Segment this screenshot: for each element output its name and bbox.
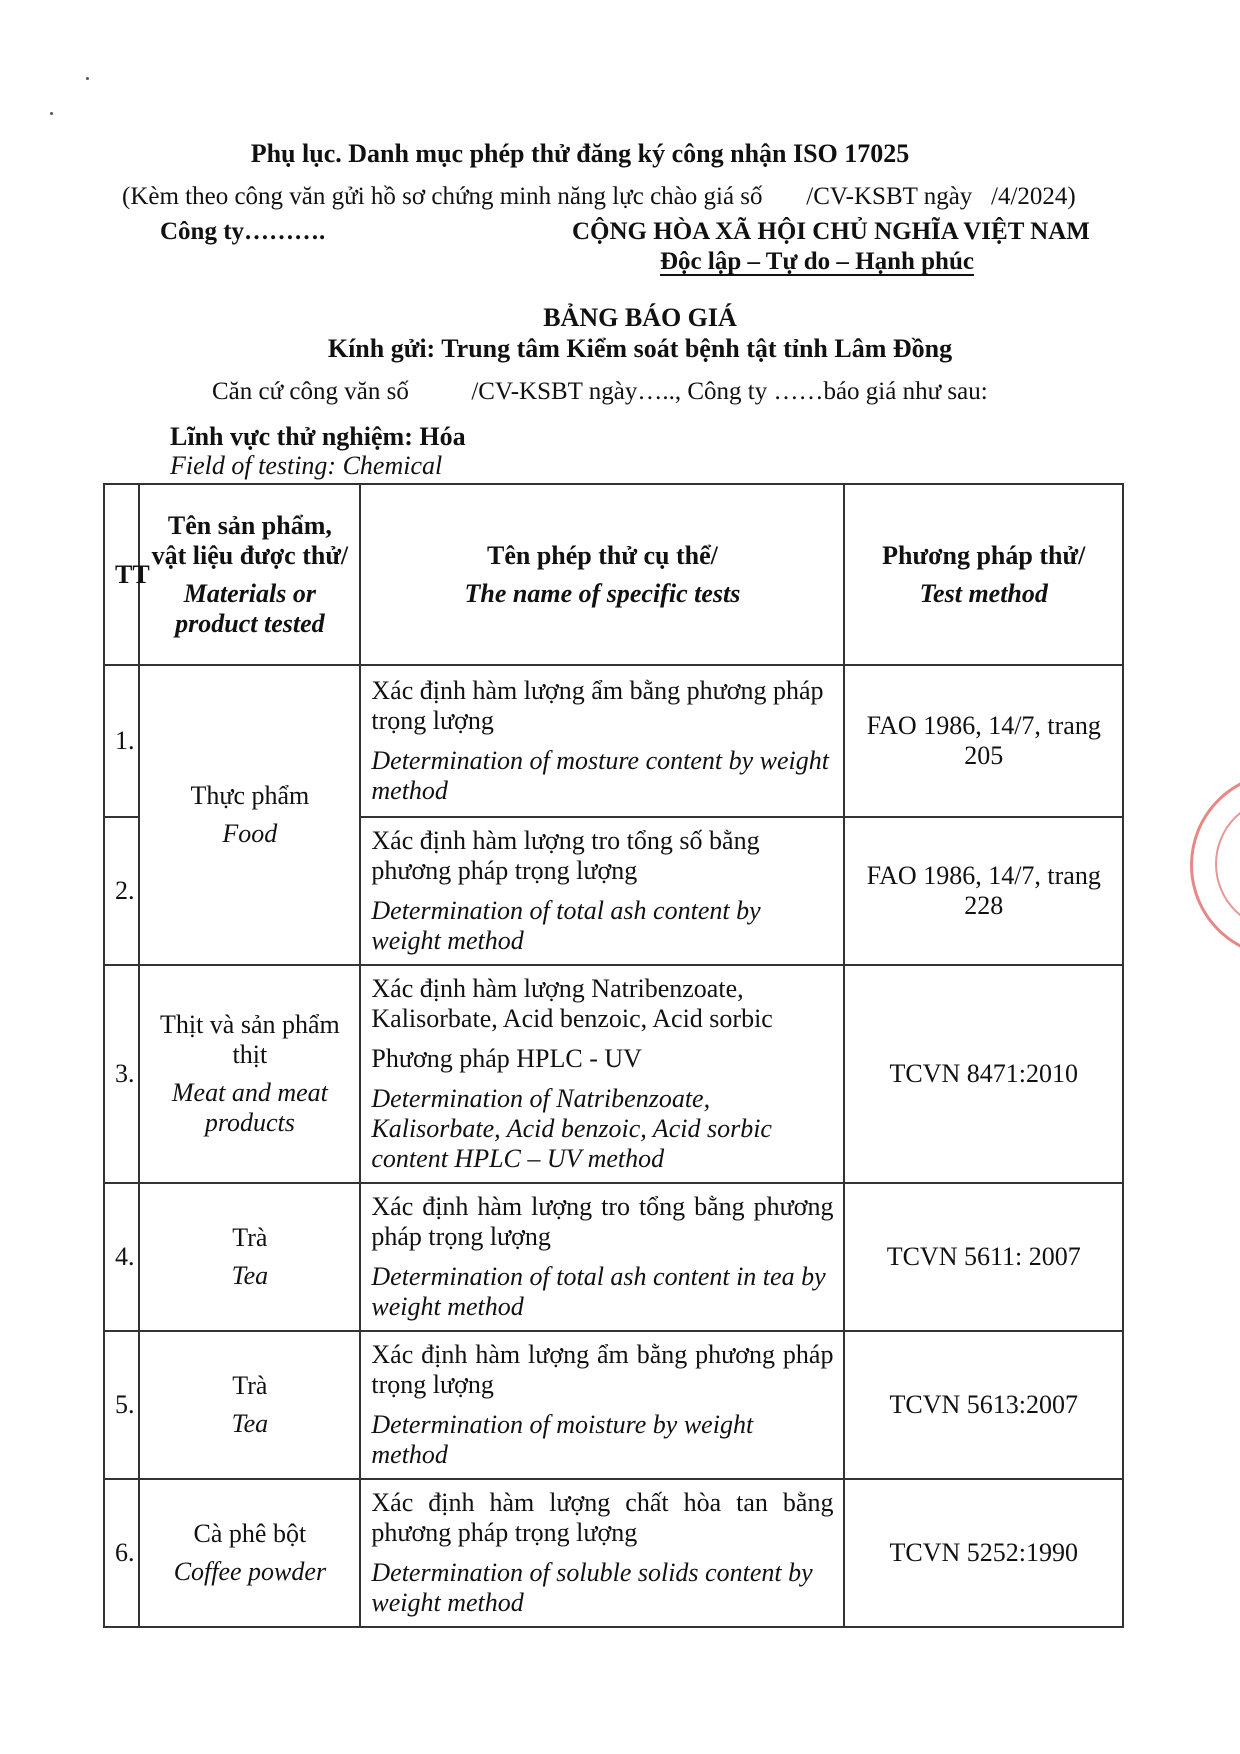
material-cell — [139, 965, 360, 1183]
scan-speck — [86, 77, 89, 80]
table-row — [104, 1331, 1123, 1479]
material-cell — [139, 665, 360, 965]
test-name-en: Determination of soluble solids content by weight method — [371, 1558, 813, 1617]
material-cell — [139, 1183, 360, 1331]
test-name-vi: Xác định hàm lượng Natribenzoate, Kalisorbate, Acid benzoic, Acid sorbic — [371, 974, 773, 1033]
table-row — [104, 965, 1123, 1183]
national-motto: Độc lập – Tự do – Hạnh phúc — [660, 248, 974, 275]
table-header-row — [104, 484, 1123, 665]
scan-speck — [50, 112, 53, 115]
header-method-vi: Phương pháp thử/ — [882, 540, 1086, 570]
header-test — [360, 484, 844, 665]
test-cell — [360, 665, 844, 817]
appendix-title: Phụ lục. Danh mục phép thử đăng ký công nhận ISO 17025 — [250, 139, 910, 168]
material-en: Food — [222, 819, 278, 848]
test-name-vi: Xác định hàm lượng ẩm bằng phương pháp trọng lượng — [371, 676, 824, 735]
material-vi: Trà — [232, 1223, 268, 1252]
header-tt: TT — [104, 484, 139, 665]
header-method-en: Test method — [919, 578, 1048, 608]
row-number: 4. — [104, 1183, 139, 1331]
material-en: Meat and meat products — [171, 1078, 328, 1137]
test-name-en: Determination of Natribenzoate, Kalisorbate, Acid benzoic, Acid sorbic content HPLC – UV method — [371, 1084, 772, 1173]
material-en: Tea — [231, 1261, 269, 1290]
test-name-vi: Xác định hàm lượng chất hòa tan bằng phương pháp trọng lượng — [371, 1488, 834, 1547]
test-name-vi: Xác định hàm lượng tro tổng bằng phương pháp trọng lượng — [371, 1192, 834, 1251]
material-cell — [139, 1331, 360, 1479]
method-cell: TCVN 5611: 2007 — [844, 1183, 1123, 1331]
test-list-table — [103, 483, 1124, 1628]
test-name-vi: Xác định hàm lượng ẩm bằng phương pháp trọng lượng — [371, 1340, 834, 1399]
testing-field-en: Field of testing: Chemical — [170, 451, 443, 480]
header-test-en: The name of specific tests — [464, 578, 741, 608]
test-cell — [360, 817, 844, 965]
document-title: BẢNG BÁO GIÁ — [543, 303, 737, 332]
test-name-en: Determination of mosture content by weight method — [371, 746, 829, 805]
test-name-vi: Xác định hàm lượng tro tổng số bằng phương pháp trọng lượng — [371, 826, 760, 885]
method-cell: FAO 1986, 14/7, trang 205 — [844, 665, 1123, 817]
material-vi: Trà — [232, 1371, 268, 1400]
recipient: Kính gửi: Trung tâm Kiểm soát bệnh tật tỉnh Lâm Đồng — [327, 334, 953, 363]
material-vi: Cà phê bột — [193, 1519, 307, 1548]
method-cell: TCVN 8471:2010 — [844, 965, 1123, 1183]
test-name-en: Determination of moisture by weight method — [371, 1410, 754, 1469]
material-vi: Thịt và sản phẩm thịt — [159, 1010, 340, 1069]
header-test-vi: Tên phép thử cụ thể/ — [486, 540, 718, 570]
material-cell — [139, 1479, 360, 1627]
row-number: 5. — [104, 1331, 139, 1479]
row-number: 1. — [104, 665, 139, 817]
test-name-en: Determination of total ash content by weight method — [371, 896, 761, 955]
row-number: 6. — [104, 1479, 139, 1627]
table-row — [104, 1183, 1123, 1331]
national-title: CỘNG HÒA XÃ HỘI CHỦ NGHĨA VIỆT NAM — [572, 218, 1090, 245]
method-cell: TCVN 5613:2007 — [844, 1331, 1123, 1479]
attachment-note: (Kèm theo công văn gửi hồ sơ chứng minh năng lực chào giá số /CV-KSBT ngày /4/2024) — [122, 183, 1076, 210]
row-number: 3. — [104, 965, 139, 1183]
table-row — [104, 1479, 1123, 1627]
material-en: Coffee powder — [173, 1557, 327, 1586]
test-cell — [360, 965, 844, 1183]
header-material-en: Materials or product tested — [175, 578, 325, 638]
header-material-vi: Tên sản phẩm, vật liệu được thử/ — [151, 510, 349, 570]
row-number: 2. — [104, 817, 139, 965]
test-cell — [360, 1479, 844, 1627]
material-en: Tea — [231, 1409, 269, 1438]
basis-statement: Căn cứ công văn số /CV-KSBT ngày….., Công ty ……báo giá như sau: — [212, 378, 988, 405]
test-cell — [360, 1331, 844, 1479]
method-cell: FAO 1986, 14/7, trang 228 — [844, 817, 1123, 965]
table-row — [104, 665, 1123, 817]
header-material — [139, 484, 360, 665]
company-name: Công ty………. — [160, 218, 326, 245]
test-method-vi: Phương pháp HPLC - UV — [371, 1044, 642, 1073]
test-cell — [360, 1183, 844, 1331]
method-cell: TCVN 5252:1990 — [844, 1479, 1123, 1627]
testing-field-vi: Lĩnh vực thử nghiệm: Hóa — [170, 422, 466, 451]
header-method — [844, 484, 1123, 665]
material-vi: Thực phẩm — [190, 781, 310, 810]
test-name-en: Determination of total ash content in tea by weight method — [371, 1262, 826, 1321]
